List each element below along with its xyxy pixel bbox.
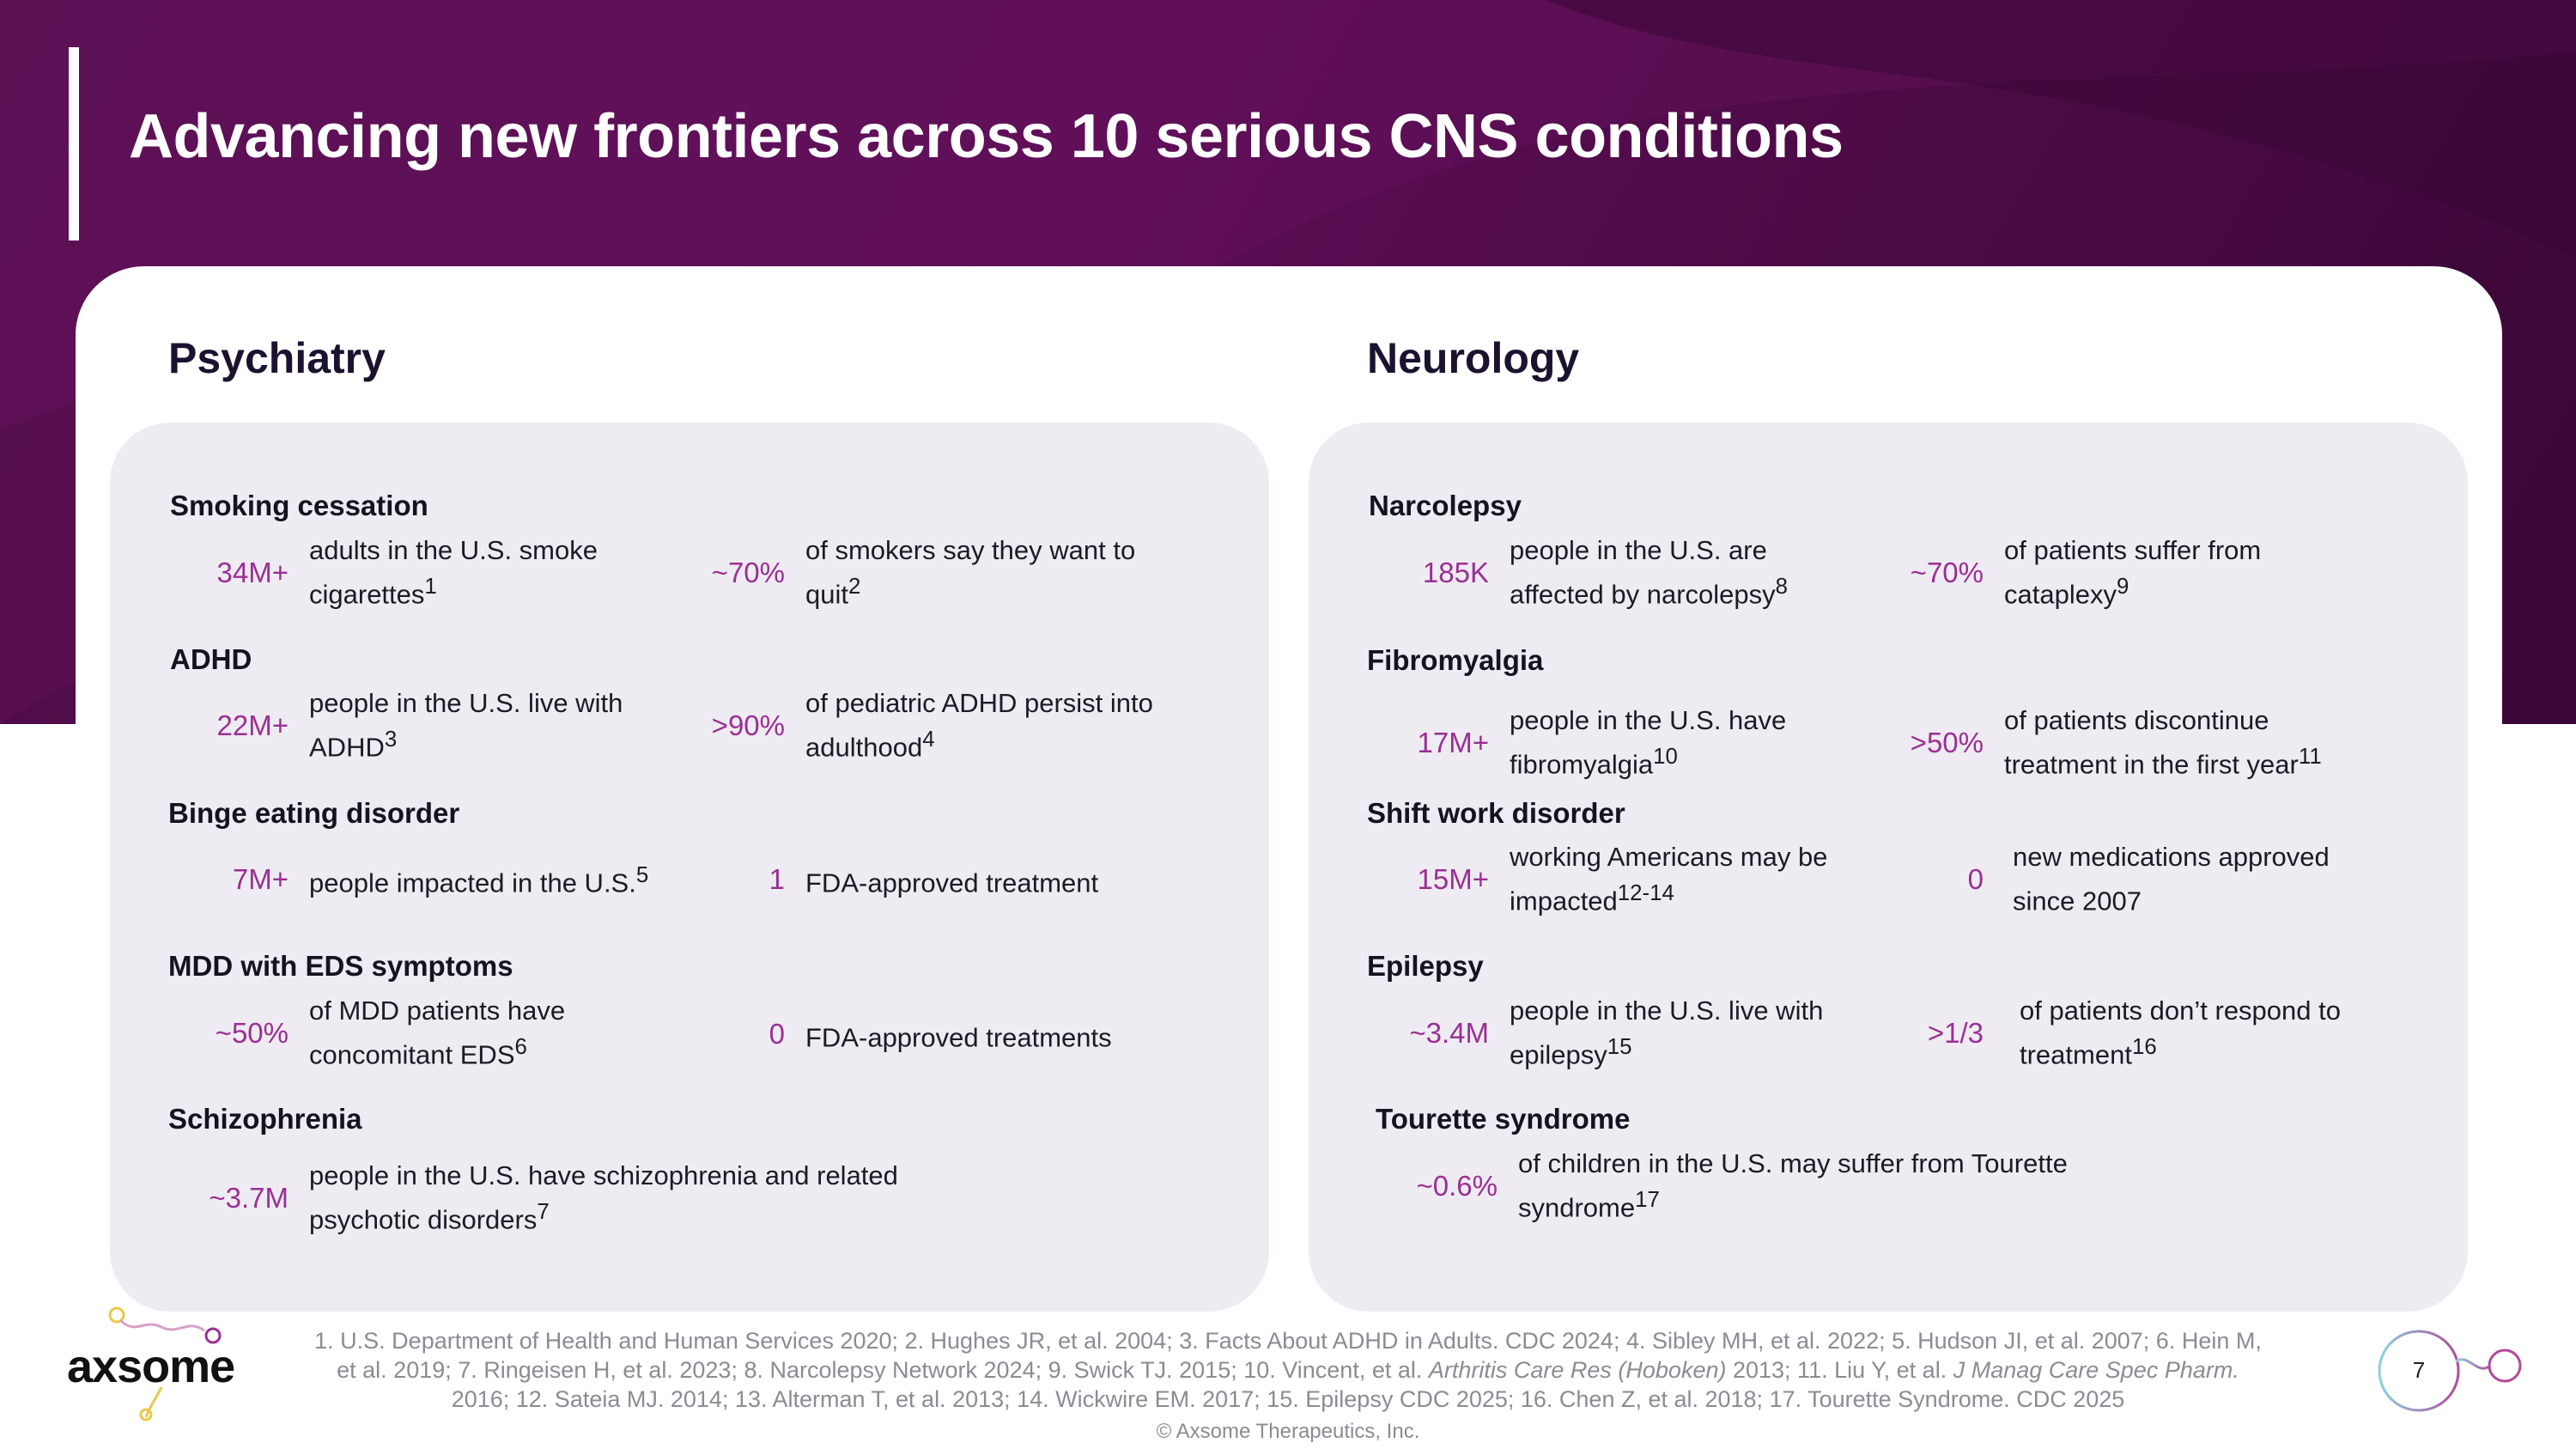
stat-value: 7M+ bbox=[232, 862, 289, 895]
stat-value: 22M+ bbox=[216, 709, 289, 741]
footnote-ref: 4 bbox=[922, 728, 935, 752]
stat-value: >1/3 bbox=[1927, 1016, 1984, 1049]
stat-value: ~0.6% bbox=[1416, 1169, 1498, 1202]
stat-value: 185K bbox=[1422, 556, 1489, 588]
footnote-ref: 8 bbox=[1775, 575, 1788, 599]
condition-binge-eating: Binge eating disorder bbox=[168, 797, 460, 829]
stat-value: >90% bbox=[711, 709, 785, 741]
stat-value: ~3.7M bbox=[209, 1181, 289, 1214]
stat-value: >50% bbox=[1910, 726, 1984, 758]
footnote-ref: 10 bbox=[1653, 745, 1678, 769]
stat-value: 1 bbox=[769, 862, 785, 895]
stat-epilepsy-no-response bbox=[1872, 993, 2404, 1073]
stat-description: people in the U.S. live with epilepsy$^{15}$ bbox=[1510, 995, 1824, 1070]
footnote-ref: 9 bbox=[2116, 575, 2129, 599]
condition-tourette: Tourette syndrome bbox=[1376, 1103, 1631, 1135]
stat-fibromyalgia-people bbox=[1374, 703, 1855, 782]
footnote-ref: 7 bbox=[537, 1200, 550, 1224]
condition-smoking-cessation: Smoking cessation bbox=[170, 490, 428, 521]
stat-shift-work-medications bbox=[1872, 839, 2404, 919]
stat-description: people in the U.S. are affected by narcolepsy$^8$ bbox=[1510, 535, 1788, 610]
condition-epilepsy: Epilepsy bbox=[1367, 950, 1484, 982]
footnote-ref: 6 bbox=[514, 1035, 527, 1059]
stat-value: 0 bbox=[1967, 862, 1984, 895]
condition-shift-work: Shift work disorder bbox=[1367, 797, 1625, 829]
stat-fibromyalgia-discontinue bbox=[1872, 703, 2404, 782]
stat-value: 34M+ bbox=[216, 556, 289, 588]
condition-narcolepsy: Narcolepsy bbox=[1369, 490, 1522, 521]
stat-description: people in the U.S. live with ADHD$^3$ bbox=[309, 688, 623, 763]
stat-description: of patients don’t respond to treatment$^{16}$ bbox=[2020, 995, 2341, 1070]
stat-tourette-children bbox=[1382, 1146, 2241, 1226]
stat-narcolepsy-people bbox=[1374, 533, 1855, 612]
stat-value: ~70% bbox=[711, 556, 785, 588]
stat-description: working Americans may be impacted$^{12-14}$ bbox=[1510, 842, 1828, 916]
stat-adhd-persist bbox=[670, 685, 1185, 765]
page-number: 7 bbox=[2412, 1357, 2426, 1383]
footnote-ref: 17 bbox=[1635, 1188, 1660, 1212]
footnote-ref: 2 bbox=[848, 575, 861, 599]
footnote-ref: 1 bbox=[424, 575, 437, 599]
stat-smoking-want-quit bbox=[670, 533, 1185, 612]
stat-description: FDA-approved treatment bbox=[805, 868, 1099, 898]
stat-description: people in the U.S. have schizophrenia and related psychotic disorders$^7$ bbox=[309, 1160, 898, 1235]
stat-mdd-treatments bbox=[670, 1012, 1185, 1056]
stat-description: new medications approved since 2007 bbox=[2013, 842, 2330, 916]
page-number-badge bbox=[2370, 1323, 2524, 1426]
condition-mdd-eds: MDD with EDS symptoms bbox=[168, 950, 513, 982]
footnote-ref: 16 bbox=[2131, 1035, 2157, 1059]
title-accent-bar bbox=[69, 47, 79, 240]
condition-fibromyalgia: Fibromyalgia bbox=[1367, 644, 1544, 676]
neurology-heading: Neurology bbox=[1367, 334, 1580, 382]
footnote-ref: 5 bbox=[635, 863, 649, 887]
stat-shift-work-americans bbox=[1374, 839, 1855, 919]
psychiatry-heading: Psychiatry bbox=[168, 334, 386, 382]
stat-value: 15M+ bbox=[1417, 862, 1489, 895]
stat-description: adults in the U.S. smoke cigarettes$^1$ bbox=[309, 535, 598, 610]
axsome-logo-text: axsome bbox=[67, 1341, 235, 1392]
footnote-ref: 3 bbox=[384, 728, 398, 752]
stat-value: 17M+ bbox=[1417, 726, 1489, 758]
stat-description: of pediatric ADHD persist into adulthood$^4$ bbox=[805, 688, 1153, 763]
stat-schizophrenia-people bbox=[172, 1158, 1030, 1238]
stat-adhd-people bbox=[172, 685, 653, 765]
page-title: Advancing new frontiers across 10 serious CNS conditions bbox=[129, 102, 1844, 171]
stat-description: of patients discontinue treatment in the first year$^{11}$ bbox=[2004, 705, 2322, 780]
condition-adhd: ADHD bbox=[170, 643, 252, 675]
stat-binge-treatment bbox=[670, 857, 1185, 901]
stat-value: ~3.4M bbox=[1409, 1016, 1489, 1049]
stat-description: of children in the U.S. may suffer from Tourette syndrome$^{17}$ bbox=[1518, 1148, 2068, 1223]
stat-description: people in the U.S. have fibromyalgia$^{10}$ bbox=[1510, 705, 1787, 780]
references: 1. U.S. Department of Health and Human Services 2020; 2. Hughes JR, et al. 2004; 3. Facts About ADHD in Adults. CDC 2024; 4. Sibley MH, et al. 2022; 5. Hudson JI, et al. 2007; 6. Hein M, et al. 2019; 7. Ringeisen H, et al. 2023; 8. Narcolepsy Network 2024; 9. Swick TJ. 2015; 10. Vincent, et al. Arthritis Care Res (Hoboken) 2013; 11. Liu Y, et al. J Manag Care Spec Pharm. 2016; 12. Sateia MJ. 2014; 13. Alterman T, et al. 2013; 14. Wickwire EM. 2017; 15. Epilepsy CDC 2025; 16. Chen Z, et al. 2018; 17. Tourette Syndrome. CDC 2025 bbox=[314, 1328, 2262, 1412]
stat-description: people impacted in the U.S.$^5$ bbox=[309, 863, 649, 898]
stat-description: of patients suffer from cataplexy$^9$ bbox=[2004, 535, 2262, 610]
stat-smoking-adults bbox=[172, 533, 653, 612]
stat-description: of smokers say they want to quit$^2$ bbox=[805, 535, 1136, 610]
stat-mdd-patients bbox=[172, 993, 653, 1073]
footnote-ref: 12-14 bbox=[1617, 881, 1674, 905]
stat-description: of MDD patients have concomitant EDS$^6$ bbox=[309, 995, 566, 1070]
stat-epilepsy-people bbox=[1374, 993, 1855, 1073]
stat-value: 0 bbox=[769, 1017, 785, 1050]
stat-narcolepsy-cataplexy bbox=[1872, 533, 2404, 612]
stat-value: ~50% bbox=[215, 1016, 289, 1049]
condition-schizophrenia: Schizophrenia bbox=[168, 1103, 362, 1135]
stat-value: ~70% bbox=[1910, 556, 1984, 588]
footnote-ref: 15 bbox=[1607, 1035, 1632, 1059]
footnote-ref: 11 bbox=[2298, 745, 2322, 769]
stat-binge-people bbox=[172, 857, 653, 901]
copyright: © Axsome Therapeutics, Inc. bbox=[1156, 1420, 1420, 1443]
stat-description: FDA-approved treatments bbox=[805, 1022, 1112, 1053]
